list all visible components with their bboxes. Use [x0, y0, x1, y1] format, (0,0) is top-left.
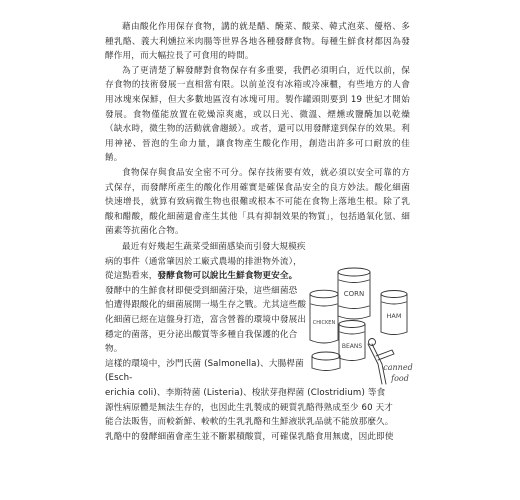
wrap-line-1: 最近有好幾起生蔬菜受細菌感染而引發大規模疾: [122, 242, 306, 252]
wrap-line-12: 乳酪中的發酵細菌會產生並不斷累積酸質，可確保乳酪食用無虞，因此即使: [105, 431, 394, 442]
wrap-line-2: 病的事件（通常肇因於工廠式農場的排泄物外流），: [105, 256, 302, 267]
wrap-line-8: 這樣的環境中，沙門氏菌 (Salmonella)、大腸桿菌 (Esch-: [105, 358, 304, 384]
caption-line1: canned: [383, 363, 413, 372]
paragraph-acidification: 藉由酸化作用保存食物，講的就是醋、醃菜、酸菜、韓式泡菜、優格、多種乳酪、義大利燻拉米肉腸等世界各地各種發酵食物。每種生鮮食材都因為發酵作用，而大幅拉長了可食用的時間。: [105, 22, 410, 62]
paragraph-preservation-history: 為了更清楚了解發酵對食物保存有多重要，我們必須明白，近代以前，保存食物的技術發展一直相當有限。以前並沒有冰箱或冷凍櫃，有些地方的人會用冰塊來保鮮，但大多數地區沒有冰塊可用。製作罐頭則要到 19 世紀才開始發展。食物僅能放置在乾燥涼爽處，或以日光、微溫、煙燻或鹽醃加以乾燥（缺水時，微生物的活動就會趨緩）。或者，還可以用發酵達到保存的效果。利用神祕、晉泡的生命力量，讓食物產生酸化作用，創造出許多可口耐放的佳餚。: [105, 65, 410, 164]
wrap-line-4: 發酵中的生鮮食材即便受到細菌汙染，這些細菌恐: [105, 285, 298, 296]
wrap-line-11: 能合法販售，而較新鮮、較軟的生乳乳酪和生鮮液狀乳品就不能放那麼久。: [105, 417, 394, 428]
wrap-line-6: 化細菌已經在這盤身打造，富含營養的環境中發展出: [105, 314, 307, 325]
can-opener-icon: [368, 339, 394, 385]
can-small: [312, 352, 340, 371]
body-text-top: [105, 20, 410, 239]
wrap-line-7: 穩定的菌落，更分泌出酸質等多種自我保護的化合物。: [105, 329, 298, 355]
can-chicken: [310, 290, 338, 343]
can-corn: [338, 268, 370, 319]
can-label-corn: CORN: [343, 290, 365, 298]
wrap-line-9: erichia coli)、李斯特菌 (Listeria)、梭狀芽孢桿菌 (Clostridium) 等食: [105, 387, 386, 398]
can-label-beans: BEANS: [341, 343, 363, 350]
can-beans: [339, 321, 365, 361]
can-ham: [381, 291, 407, 335]
canned-food-illustration: [306, 260, 418, 395]
paragraph-food-safety: 食物保存與食品安全密不可分。保存技術要有效，就必須以安全可靠的方式保存，而發酵所產生的酸化作用確實是確保食品安全的良方妙法。酸化細菌快速增長，就算有致病微生物也很難或根本不可能在食物上落地生根。除了乳酸和醋酸，酸化細菌還會產生其他「具有抑制效果的物質」，包括過氧化氫、細菌素等抗菌化合物。: [105, 167, 410, 237]
can-label-chicken: CHICKEN: [312, 320, 336, 326]
wrap-line-10: 源性病原體是無法生存的，也因此生乳製成的硬質乳酪得熟成至少 60 天才: [105, 402, 394, 413]
bold-sentence: 發酵食物可以說比生鮮食物更安全。: [157, 271, 298, 282]
wrap-line-5: 怕遭得跟酸化的細菌展開一場生存之戰。尤其這些酸: [105, 300, 307, 311]
can-label-ham: HAM: [386, 312, 402, 320]
wrap-line-3: 從這點看來，發酵食物可以說比生鮮食物更安全。: [105, 271, 298, 282]
caption-line2: food: [391, 374, 409, 383]
